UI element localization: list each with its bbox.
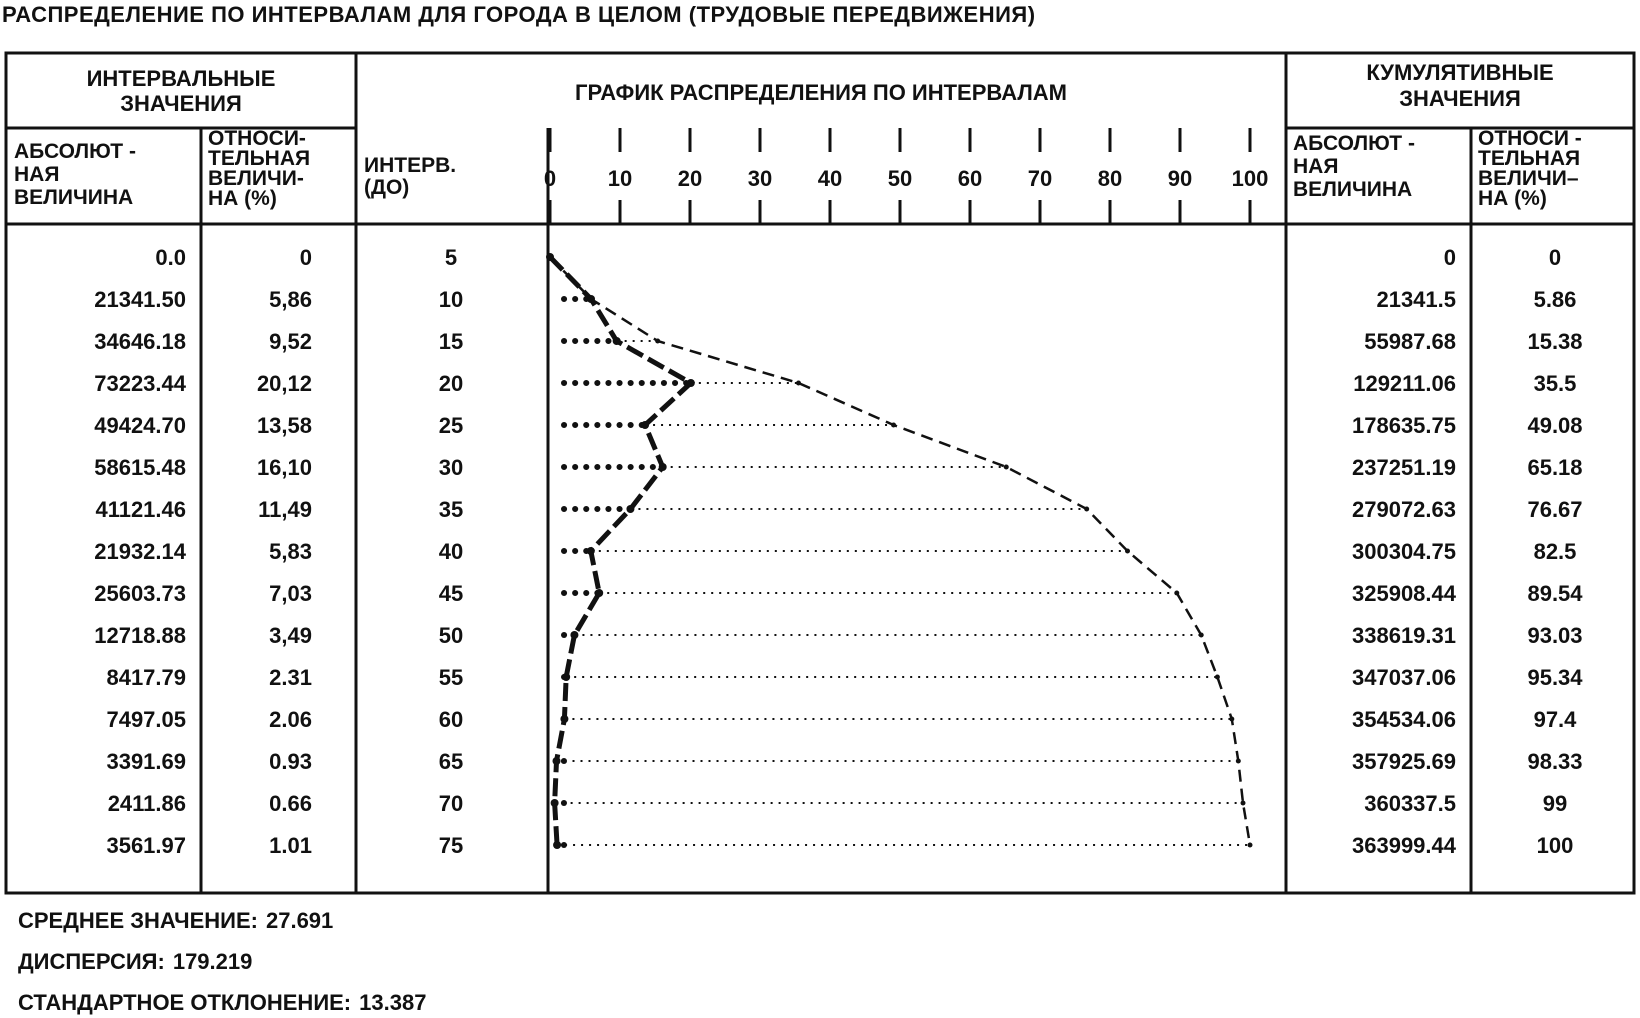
cumulative-relative-value: 15.38 bbox=[1527, 329, 1583, 354]
cumulative-absolute-header: ВЕЛИЧИНА bbox=[1293, 178, 1413, 201]
cumulative-point bbox=[589, 297, 594, 302]
interval-header: (ДО) bbox=[364, 176, 410, 199]
relative-point bbox=[687, 379, 695, 387]
interval-value: 40 bbox=[438, 539, 464, 564]
cumulative-point bbox=[1236, 759, 1241, 764]
chart-header: ГРАФИК РАСПРЕДЕЛЕНИЯ ПО ИНТЕРВАЛАМ bbox=[574, 80, 1068, 105]
cumulative-point bbox=[796, 381, 801, 386]
relative-point bbox=[587, 547, 595, 555]
tick-label: 60 bbox=[957, 166, 983, 191]
tick-label: 20 bbox=[677, 166, 703, 191]
cumulative-absolute-value: 55987.68 bbox=[1364, 329, 1456, 354]
std-stat bbox=[18, 990, 426, 1016]
relative-point bbox=[553, 841, 561, 849]
interval-value: 25 bbox=[438, 413, 464, 438]
absolute-value: 25603.73 bbox=[94, 581, 186, 606]
cumulative-absolute-value: 0 bbox=[1443, 245, 1456, 270]
tick-label: 30 bbox=[747, 166, 773, 191]
interval-value: 45 bbox=[438, 581, 464, 606]
relative-value: 5,83 bbox=[269, 539, 312, 564]
cumulative-relative-value: 100 bbox=[1536, 833, 1574, 858]
cumulative-absolute-value: 129211.06 bbox=[1353, 371, 1456, 396]
relative-value: 11,49 bbox=[258, 497, 312, 522]
relative-value: 3,49 bbox=[269, 623, 312, 648]
relative-point bbox=[595, 589, 603, 597]
mean-value: 27.691 bbox=[265, 908, 334, 933]
cumulative-point bbox=[1229, 717, 1234, 722]
cumulative-absolute-value: 178635.75 bbox=[1352, 413, 1456, 438]
cumulative-absolute-value: 338619.31 bbox=[1352, 623, 1456, 648]
absolute-value: 34646.18 bbox=[94, 329, 186, 354]
relative-value: 0.66 bbox=[269, 791, 312, 816]
interval-value: 75 bbox=[438, 833, 464, 858]
distribution-chart bbox=[546, 253, 1253, 849]
cumulative-absolute-header: АБСОЛЮТ - bbox=[1293, 132, 1415, 155]
interval-value: 65 bbox=[438, 749, 464, 774]
relative-value: 9,52 bbox=[269, 329, 312, 354]
cumulative-relative-value: 5.86 bbox=[1533, 287, 1577, 312]
cumulative-absolute-value: 300304.75 bbox=[1352, 539, 1456, 564]
absolute-value: 12718.88 bbox=[94, 623, 186, 648]
tick-label: 40 bbox=[817, 166, 843, 191]
relative-value: 7,03 bbox=[269, 581, 312, 606]
tick-label: 70 bbox=[1027, 166, 1053, 191]
cumulative-absolute-value: 357925.69 bbox=[1352, 749, 1456, 774]
relative-point bbox=[626, 505, 634, 513]
relative-point bbox=[570, 631, 578, 639]
cumulative-point bbox=[1248, 843, 1253, 848]
tick-label: 100 bbox=[1231, 166, 1269, 191]
absolute-value: 3561.97 bbox=[106, 833, 186, 858]
relative-value: 2.06 bbox=[269, 707, 312, 732]
interval-values-header: ЗНАЧЕНИЯ bbox=[120, 91, 242, 116]
interval-value: 35 bbox=[438, 497, 464, 522]
page-title: РАСПРЕДЕЛЕНИЕ ПО ИНТЕРВАЛАМ ДЛЯ ГОРОДА В ЦЕЛОМ (ТРУДОВЫЕ ПЕРЕДВИЖЕНИЯ) bbox=[2, 2, 1036, 27]
mean-label: СРЕДНЕЕ ЗНАЧЕНИЕ: bbox=[18, 908, 258, 933]
cumulative-point bbox=[1199, 633, 1204, 638]
absolute-value: 21341.50 bbox=[94, 287, 186, 312]
absolute-value: 58615.48 bbox=[94, 455, 186, 480]
absolute-value: 21932.14 bbox=[94, 539, 186, 564]
absolute-value: 41121.46 bbox=[95, 497, 186, 522]
relative-value: 13,58 bbox=[256, 413, 312, 438]
relative-header: ВЕЛИЧИ- bbox=[208, 167, 304, 190]
absolute-value: 7497.05 bbox=[106, 707, 186, 732]
cumulative-point bbox=[655, 339, 660, 344]
interval-value: 20 bbox=[438, 371, 464, 396]
cumulative-relative-value: 89.54 bbox=[1527, 581, 1583, 606]
relative-point bbox=[553, 757, 561, 765]
cumulative-relative-value: 49.08 bbox=[1527, 413, 1583, 438]
cumulative-point bbox=[1241, 801, 1246, 806]
absolute-header: НАЯ bbox=[14, 163, 60, 186]
relative-point bbox=[560, 715, 568, 723]
cumulative-point bbox=[1125, 549, 1130, 554]
relative-header: ТЕЛЬНАЯ bbox=[208, 147, 311, 170]
cumulative-absolute-value: 279072.63 bbox=[1352, 497, 1456, 522]
cumulative-relative-header: ВЕЛИЧИ– bbox=[1478, 167, 1579, 190]
interval-values-header: ИНТЕРВАЛЬНЫЕ bbox=[86, 66, 276, 91]
cumulative-point bbox=[1215, 675, 1220, 680]
cumulative-relative-value: 97.4 bbox=[1533, 707, 1577, 732]
absolute-value: 8417.79 bbox=[106, 665, 186, 690]
relative-series-line bbox=[550, 257, 691, 845]
cumulative-point bbox=[1084, 507, 1089, 512]
interval-value: 30 bbox=[438, 455, 464, 480]
cumulative-relative-header: НА (%) bbox=[1478, 187, 1547, 210]
cumulative-relative-value: 82.5 bbox=[1533, 539, 1577, 564]
interval-value: 50 bbox=[438, 623, 464, 648]
cumulative-relative-value: 0 bbox=[1548, 245, 1562, 270]
chart-axis bbox=[544, 128, 1268, 224]
relative-point bbox=[641, 421, 649, 429]
cumulative-point bbox=[1004, 465, 1009, 470]
interval-value: 5 bbox=[444, 245, 458, 270]
cumulative-values-header: КУМУЛЯТИВНЫЕ bbox=[1366, 60, 1554, 85]
relative-value: 5,86 bbox=[269, 287, 312, 312]
cumulative-absolute-value: 354534.06 bbox=[1352, 707, 1456, 732]
cumulative-values-header: ЗНАЧЕНИЯ bbox=[1399, 86, 1521, 111]
cumulative-relative-header: ОТНОСИ - bbox=[1478, 127, 1582, 150]
relative-value: 20,12 bbox=[256, 371, 312, 396]
cumulative-point bbox=[548, 255, 553, 260]
table-body bbox=[94, 245, 1583, 858]
relative-header: ОТНОСИ- bbox=[208, 127, 306, 150]
variance-value: 179.219 bbox=[172, 949, 253, 974]
cumulative-relative-value: 93.03 bbox=[1527, 623, 1583, 648]
cumulative-relative-value: 76.67 bbox=[1527, 497, 1583, 522]
interval-value: 60 bbox=[438, 707, 464, 732]
cumulative-relative-value: 95.34 bbox=[1527, 665, 1583, 690]
absolute-value: 3391.69 bbox=[106, 749, 186, 774]
std-value: 13.387 bbox=[359, 990, 427, 1015]
relative-value: 16,10 bbox=[256, 455, 312, 480]
relative-value: 0.93 bbox=[269, 749, 312, 774]
relative-point bbox=[613, 337, 621, 345]
relative-point bbox=[551, 799, 559, 807]
cumulative-relative-value: 65.18 bbox=[1527, 455, 1583, 480]
table-headers bbox=[14, 60, 1582, 210]
tick-label: 0 bbox=[543, 166, 557, 191]
cumulative-absolute-value: 363999.44 bbox=[1352, 833, 1456, 858]
relative-point bbox=[562, 673, 570, 681]
cumulative-absolute-value: 21341.5 bbox=[1376, 287, 1456, 312]
absolute-value: 49424.70 bbox=[94, 413, 186, 438]
variance-label: ДИСПЕРСИЯ: bbox=[18, 949, 165, 974]
cumulative-relative-value: 35.5 bbox=[1533, 371, 1577, 396]
interval-value: 55 bbox=[438, 665, 464, 690]
cumulative-absolute-value: 360337.5 bbox=[1364, 791, 1456, 816]
relative-value: 0 bbox=[299, 245, 312, 270]
tick-label: 10 bbox=[607, 166, 633, 191]
cumulative-absolute-value: 237251.19 bbox=[1352, 455, 1456, 480]
absolute-value: 0.0 bbox=[155, 245, 186, 270]
absolute-header: ВЕЛИЧИНА bbox=[14, 186, 134, 209]
cumulative-point bbox=[891, 423, 896, 428]
variance-stat bbox=[18, 949, 252, 975]
absolute-header: АБСОЛЮТ - bbox=[14, 140, 136, 163]
interval-value: 15 bbox=[438, 329, 464, 354]
relative-value: 1.01 bbox=[269, 833, 312, 858]
cumulative-relative-value: 98.33 bbox=[1527, 749, 1583, 774]
interval-value: 10 bbox=[438, 287, 464, 312]
relative-value: 2.31 bbox=[269, 665, 312, 690]
cumulative-relative-value: 99 bbox=[1542, 791, 1568, 816]
cumulative-point bbox=[1174, 591, 1179, 596]
absolute-value: 73223.44 bbox=[94, 371, 186, 396]
cumulative-absolute-value: 325908.44 bbox=[1352, 581, 1456, 606]
tick-label: 50 bbox=[887, 166, 913, 191]
std-label: СТАНДАРТНОЕ ОТКЛОНЕНИЕ: bbox=[18, 990, 352, 1015]
relative-point bbox=[659, 463, 667, 471]
mean-stat bbox=[18, 908, 333, 934]
tick-label: 90 bbox=[1167, 166, 1193, 191]
tick-label: 80 bbox=[1097, 166, 1123, 191]
cumulative-absolute-header: НАЯ bbox=[1293, 155, 1339, 178]
interval-header: ИНТЕРВ. bbox=[364, 154, 457, 177]
relative-header: НА (%) bbox=[208, 187, 277, 210]
cumulative-relative-header: ТЕЛЬНАЯ bbox=[1478, 147, 1581, 170]
absolute-value: 2411.86 bbox=[107, 791, 186, 816]
cumulative-absolute-value: 347037.06 bbox=[1352, 665, 1456, 690]
interval-value: 70 bbox=[438, 791, 464, 816]
